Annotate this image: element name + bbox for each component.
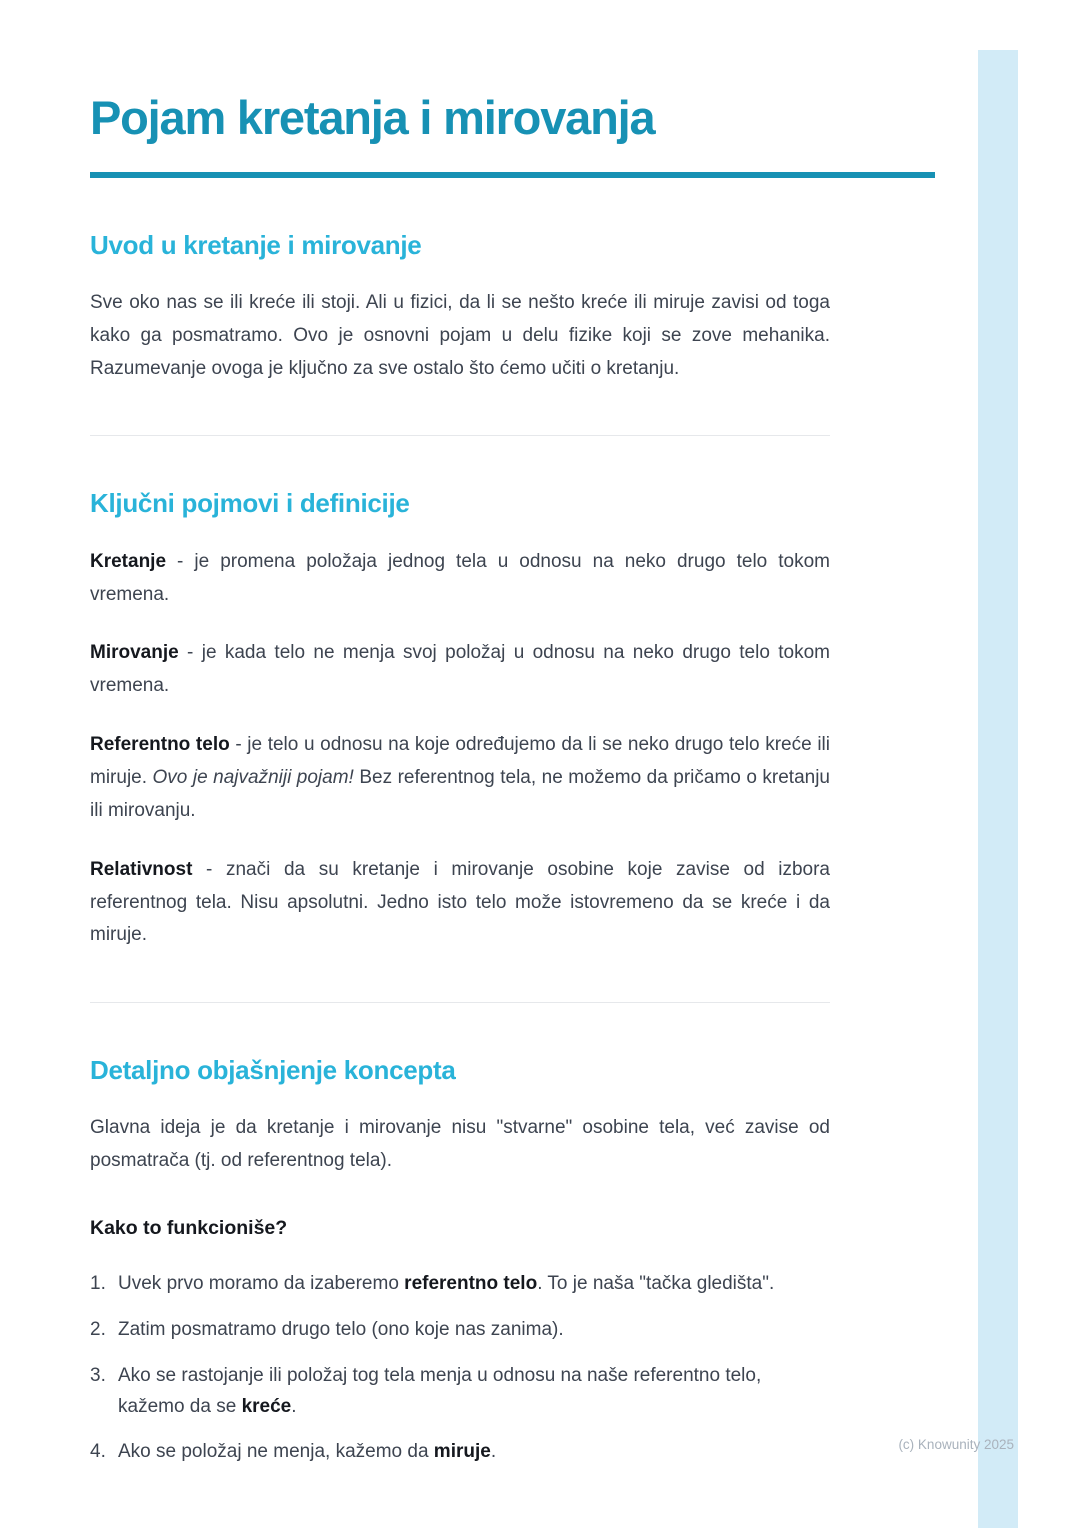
explanation-heading: Detaljno objašnjenje koncepta <box>90 1055 456 1086</box>
page-title: Pojam kretanja i mirovanja <box>90 91 655 144</box>
list-item-text <box>118 1437 830 1468</box>
list-item-text <box>118 1315 830 1346</box>
list-item-text-bold: miruje <box>433 1441 491 1463</box>
list-item <box>90 1269 830 1300</box>
intro-paragraph: Sve oko nas se ili kreće ili stoji. Ali u fizici, da li se nešto kreće ili miruje zavisi od toga kako ga posmatramo. Ovo je osnovni pojam u delu fizike koji se zove mehanika. Razumevanje ovoga je ključno za sve ostalo što ćemo učiti o kretanju. <box>90 291 830 379</box>
list-item-text-bold: referentno telo <box>404 1273 538 1295</box>
list-item <box>90 1437 830 1468</box>
title-rule <box>90 172 935 178</box>
term-kretanje: Kretanje <box>90 550 167 572</box>
side-accent-bar <box>978 50 1018 1528</box>
explanation-subheading: Kako to funkcioniše? <box>90 1217 288 1240</box>
list-item-text-pre: Uvek prvo moramo da izaberemo <box>118 1273 405 1295</box>
list-item-text-post: . <box>490 1441 497 1463</box>
explanation-paragraph: Glavna ideja je da kretanje i mirovanje nisu "stvarne" osobine tela, već zavise od posmatrača (tj. od referentnog tela). <box>90 1117 830 1172</box>
section-explanation <box>90 1055 830 1468</box>
list-item-text <box>118 1361 830 1423</box>
list-item-text-post: . <box>291 1395 297 1417</box>
list-item-text-post: . To je naša "tačka gledišta". <box>537 1273 775 1295</box>
definition-relativnost-text: - znači da su kretanje i mirovanje osobine koje zavise od izbora referentnog tela. Nisu apsolutni. Jedno isto telo može istovremeno da se kreće i da miruje. <box>90 858 830 946</box>
definition-referentno-text-2: Bez referentnog tela, ne možemo da pričamo o kretanju ili mirovanju. <box>90 766 830 821</box>
definition-kretanje-text: - je promena položaja jednog tela u odnosu na neko drugo telo tokom vremena. <box>90 550 830 605</box>
list-item-text-pre: Ako se rastojanje ili položaj tog tela menja u odnosu na naše referentno telo, kažemo da se <box>118 1364 762 1417</box>
list-item-number: 4. <box>90 1441 106 1463</box>
definition-relativnost <box>90 854 830 953</box>
list-item <box>90 1361 830 1423</box>
section-divider <box>90 1002 830 1003</box>
definition-referentno-telo <box>90 729 830 828</box>
intro-heading: Uvod u kretanje i mirovanje <box>90 229 422 260</box>
list-item-number: 1. <box>90 1273 106 1295</box>
term-relativnost: Relativnost <box>90 858 193 880</box>
definition-referentno-text-1: - je telo u odnosu na koje određujemo da li se neko drugo telo kreće ili miruje. <box>90 734 830 788</box>
section-divider <box>90 435 830 436</box>
list-item-number: 2. <box>90 1319 106 1341</box>
definition-kretanje <box>90 546 830 612</box>
list-item-number: 3. <box>90 1364 106 1386</box>
list-item-text-pre: Ako se položaj ne menja, kažemo da <box>118 1441 434 1463</box>
footer-credit: (c) Knowunity 2025 <box>898 1437 1014 1452</box>
text-column <box>90 230 830 1469</box>
term-mirovanje: Mirovanje <box>90 642 179 664</box>
section-intro <box>90 230 830 386</box>
definition-mirovanje <box>90 637 830 703</box>
list-item-text-pre: Zatim posmatramo drugo telo (ono koje nas zanima). <box>118 1319 564 1341</box>
numbered-list <box>90 1269 830 1468</box>
list-item <box>90 1315 830 1346</box>
definitions-heading: Ključni pojmovi i definicije <box>90 488 410 519</box>
section-definitions <box>90 488 830 952</box>
definition-mirovanje-text: - je kada telo ne menja svoj položaj u odnosu na neko drugo telo tokom vremena. <box>90 642 830 697</box>
list-item-text <box>118 1269 830 1300</box>
list-item-text-bold: kreće <box>241 1395 292 1417</box>
term-referentno-telo: Referentno telo <box>90 734 230 756</box>
definition-referentno-emphasis: Ovo je najvažniji pojam! <box>152 766 354 788</box>
